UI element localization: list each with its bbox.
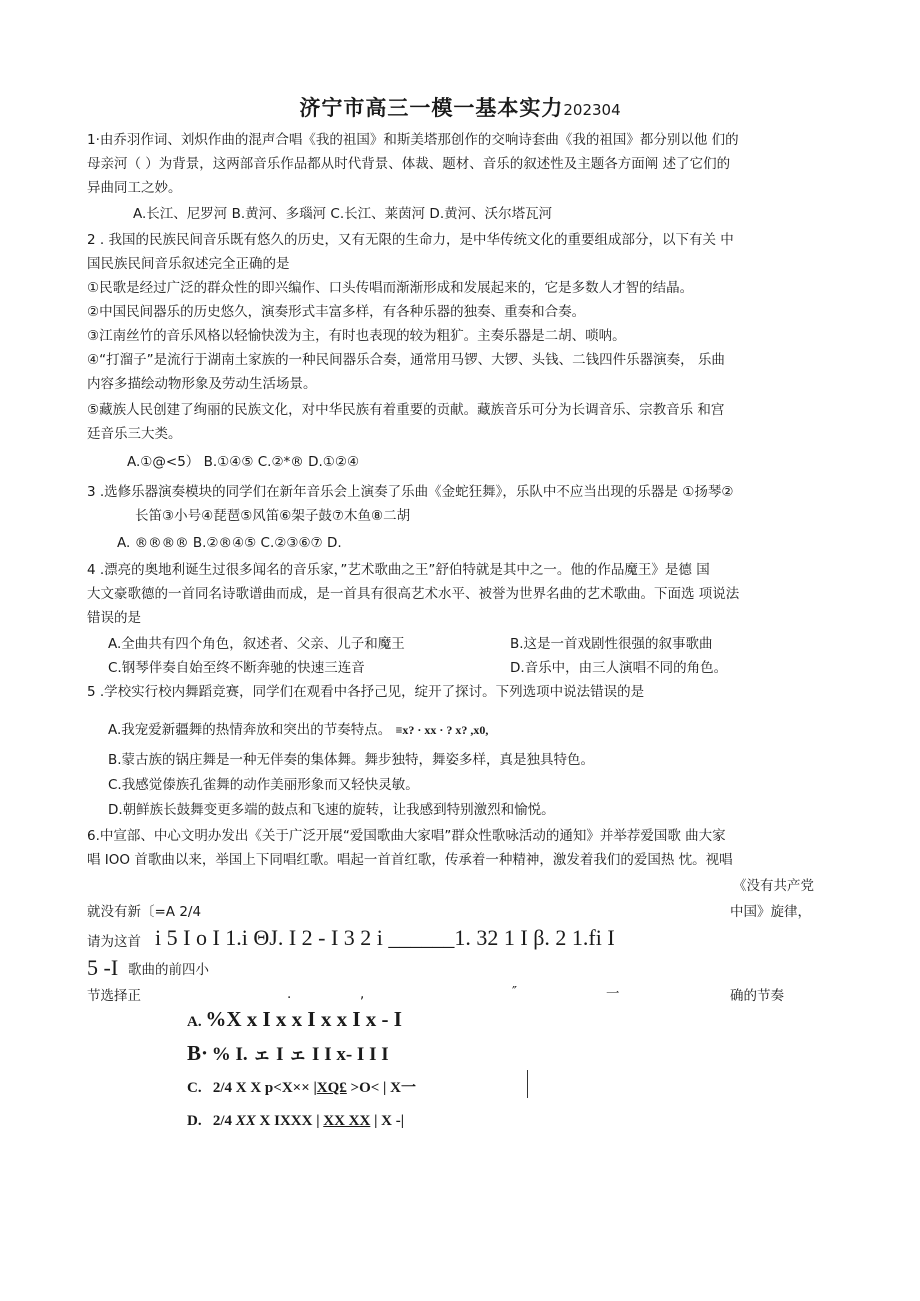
q6-line-2: 唱 IOO 首歌曲以来，举国上下同唱红歌。唱起一首首红歌，传承着一种精神，激发着我们的爱国热 忱。视唱 xyxy=(87,852,733,868)
rhythm-d-post: | X -| xyxy=(370,1113,405,1129)
rhythm-d-label: D. xyxy=(187,1113,202,1129)
q6-melody-notation: i 5 I o I 1.i ΘJ. I 2 - I 3 2 i ______1. 32 1 I β. 2 1.fi I xyxy=(155,925,615,950)
q6-song-fragment: 歌曲的前四小 xyxy=(128,962,209,978)
q4-option-b: B.这是一首戏剧性很强的叙事歌曲 xyxy=(510,636,713,652)
q6-melody-notation-end: 5 -I xyxy=(87,955,119,980)
rhythm-c-post: >O< | X一 xyxy=(346,1080,416,1096)
q4-line-2: 大文豪歌德的一首同名诗歌谱曲而成，是一首具有很高艺术水平、被誉为世界名曲的艺术歌曲。下面选 项说法 xyxy=(87,586,740,602)
q5-option-d: D.朝鲜族长鼓舞变更多端的鼓点和飞速的旋转，让我感到特别激烈和愉悦。 xyxy=(108,802,555,818)
q6-section-right: 确的节奏 xyxy=(730,988,784,1004)
rhythm-c-label: C. xyxy=(187,1080,202,1096)
q6-line-1: 6.中宣部、中心文明办发出《关于广泛开展“爱国歌曲大家唱”群众性歌咏活动的通知》并举荐爱国歌 曲大家 xyxy=(87,828,726,844)
q2-line-6: ④“打溜子”是流行于湖南土家族的一种民间器乐合奏，通常用马锣、大锣、头钱、二钱四件乐器演奏， 乐曲 xyxy=(87,352,725,368)
q5-option-a-text: A.我宠爱新疆舞的热情奔放和突出的节奏特点。 xyxy=(108,722,392,738)
q6-left-b: 请为这首 xyxy=(87,934,141,950)
q6-left-a: 就没有新〔=A 2/4 xyxy=(87,904,202,920)
title-text: 济宁市高三一模一基本实力 xyxy=(299,96,564,120)
q4-option-d: D.音乐中，由三人演唱不同的角色。 xyxy=(510,660,728,676)
q5-option-b: B.蒙古族的锅庄舞是一种无伴奏的集体舞。舞步独特，舞姿多样，真是独具特色。 xyxy=(108,752,595,768)
q2-line-3: ①民歌是经过广泛的群众性的即兴编作、口头传唱而渐渐形成和发展起来的，它是多数人才智的结晶。 xyxy=(87,280,694,296)
q2-options: A.①@<5） B.①④⑤ C.②*® D.①②④ xyxy=(127,454,360,470)
rhythm-d-underlined: XX XX xyxy=(323,1113,371,1129)
q1-line-3: 异曲同工之妙。 xyxy=(87,180,182,196)
q6-song-title: 《没有共产党 xyxy=(733,878,814,894)
q5-option-a-noise: ≡x? · xx · ? x? ,x0, xyxy=(395,723,489,737)
q2-line-9: 廷音乐三大类。 xyxy=(87,426,182,442)
rhythm-b-notation: % I. ェ I ェ I I x- I I I xyxy=(211,1044,389,1065)
rhythm-c-underlined: XQ£ xyxy=(316,1080,347,1096)
q4-line-1: 4 .漂亮的奥地利诞生过很多闻名的音乐家，”艺术歌曲之王”舒伯特就是其中之一。他的作品魔王》是德 国 xyxy=(87,562,710,578)
rhythm-a-label: A. xyxy=(187,1014,202,1030)
q6-right-a: 中国》旋律， xyxy=(730,904,811,920)
q2-line-8: ⑤藏族人民创建了绚丽的民族文化，对中华民族有着重要的贡献。藏族音乐可分为长调音乐、宗教音乐 和宫 xyxy=(87,402,725,418)
page-title xyxy=(0,92,920,122)
rhythm-a-notation: %X x I x x I x x I x - I xyxy=(205,1007,402,1031)
q2-line-5: ③江南丝竹的音乐风格以轻愉快泼为主，有时也表现的较为粗犷。主奏乐器是二胡、唢呐。 xyxy=(87,328,626,344)
q3-line-2: 长笛③小号④琵琶⑤风笛⑥架子鼓⑦木鱼⑧二胡 xyxy=(135,508,411,524)
q3-options: A. ®®®® B.②®④⑤ C.②③⑥⑦ D. xyxy=(117,535,342,551)
title-year: 202304 xyxy=(563,101,621,119)
q6-section-left: 节选择正 xyxy=(87,988,141,1004)
q2-line-7: 内容多描绘动物形象及劳动生活场景。 xyxy=(87,376,317,392)
q5-option-c: C.我感觉傣族孔雀舞的动作美丽形象而又轻快灵敏。 xyxy=(108,777,419,793)
q4-option-a: A.全曲共有四个角色，叙述者、父亲、儿子和魔王 xyxy=(108,636,405,652)
q1-line-1: 1·由乔羽作词、刘炽作曲的混声合唱《我的祖国》和斯美塔那创作的交响诗套曲《我的祖国》都分别以他 们的 xyxy=(87,132,739,148)
q2-line-1: 2 . 我国的民族民间音乐既有悠久的历史，又有无限的生命力，是中华传统文化的重要组成部分，以下有关 中 xyxy=(87,232,734,248)
rhythm-c-pre: 2/4 X X p<X×× | xyxy=(212,1080,317,1096)
q6-rhythm-c xyxy=(187,1077,416,1099)
q5-option-a xyxy=(108,720,488,740)
q6-dot-2: , xyxy=(360,986,365,1002)
q6-rhythm-d xyxy=(187,1110,404,1132)
q3-line-1: 3 .选修乐器演奏模块的同学们在新年音乐会上演奏了乐曲《金蛇狂舞》，乐队中不应当出现的乐器是 ①扬琴② xyxy=(87,484,734,500)
q6-rhythm-a xyxy=(187,1008,402,1033)
q6-dot-1: . xyxy=(287,986,292,1002)
q1-line-2: 母亲河（ ）为背景，这两部音乐作品都从时代背景、体裁、题材、音乐的叙述性及主题各方面阐 述了它们的 xyxy=(87,156,731,172)
rhythm-d-mid: X IXXX | xyxy=(255,1113,324,1129)
q6-rhythm-b xyxy=(187,1042,389,1067)
q4-line-3: 错误的是 xyxy=(87,610,141,626)
q4-option-c: C.钢琴伴奏自始至终不断奔驰的快速三连音 xyxy=(108,660,365,676)
q6-dash: 一 xyxy=(606,986,620,1002)
rhythm-d-italic: XX xyxy=(235,1113,256,1129)
rhythm-b-label: B· xyxy=(187,1041,209,1065)
q1-options: A.长江、尼罗河 B.黄河、多瑙河 C.长江、莱茵河 D.黄河、沃尔塔瓦河 xyxy=(133,206,553,222)
q2-line-2: 国民族民间音乐叙述完全正确的是 xyxy=(87,256,290,272)
rhythm-c-barline xyxy=(527,1070,528,1098)
q5-stem: 5 .学校实行校内舞蹈竞赛，同学们在观看中各抒己见，绽开了探讨。下列选项中说法错误的是 xyxy=(87,684,645,700)
q6-quote: ″ xyxy=(512,984,518,1000)
rhythm-d-pre: 2/4 xyxy=(212,1113,236,1129)
q2-line-4: ②中国民间器乐的历史悠久，演奏形式丰富多样，有各种乐器的独奏、重奏和合奏。 xyxy=(87,304,586,320)
